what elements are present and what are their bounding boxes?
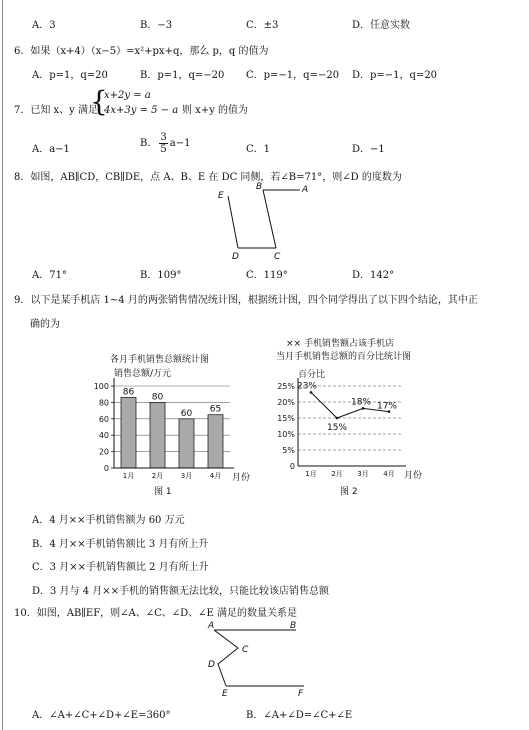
chart2-caption: 图 2 [340,487,358,497]
chart1-category-label: 4月 [209,472,222,480]
chart2-xlabel: 月份 [404,471,423,481]
chart1-ytick-label: 0 [103,464,109,473]
chart1-data-label: 80 [151,392,164,403]
chart2-data-label: 17% [376,401,398,412]
q10-segment-de [218,664,226,686]
chart1-category-label: 1月 [122,472,135,480]
chart1-ytick-label: 60 [98,414,109,424]
q6-option-b[interactable]: B．p=1，q=−20 [140,70,225,81]
q8-label-e: E [218,191,224,201]
q8-label-c: C [274,252,281,262]
brace-icon: { [90,85,108,118]
q10-segment-cd [218,648,238,664]
chart1-ytick-label: 20 [98,447,109,457]
q9-stem-line2: 确的为 [30,319,60,330]
q10-figure [200,618,320,698]
q8-segment-cb [263,190,276,248]
chart1-xlabel: 月份 [232,473,251,483]
q8-figure [208,182,318,262]
q5-option-b[interactable]: B．−3 [140,20,173,31]
chart1-bar [179,419,194,468]
q10-label-d: D [208,660,215,670]
q10-label-c: C [242,645,249,655]
q7-option-b-fraction: $\frac{3}{5}$ [160,132,167,155]
q5-option-a[interactable]: A．3 [32,20,56,31]
q9-bar-chart [88,340,258,500]
chart2-data-label: 15% [326,423,348,433]
q9-line-chart [270,336,430,500]
q8-segment-ed [228,196,238,248]
q9-option-b[interactable]: B．4 月××手机销售额比 3 月有所上升 [32,539,209,550]
chart1-category-label: 3月 [180,472,193,480]
q10-segment-ac [214,630,238,648]
chart2-point [336,417,339,420]
q10-stem: 10．如图，AB∥EF，则∠A、∠C、∠D、∠E 满足的数量关系是 [14,608,298,619]
q6-option-c[interactable]: C．p=−1，q=−20 [246,70,340,81]
q7-prefix: 7．已知 x、y 满足 [14,105,99,116]
q10-option-a[interactable]: A．∠A+∠C+∠D+∠E=360° [32,710,171,721]
q10-label-a: A [208,621,215,631]
chart1-caption: 图 1 [154,487,172,497]
chart1-title: 各月手机销售总额统计图 [110,355,210,365]
chart1-category-label: 2月 [151,472,164,480]
q7-option-b-tail: a−1 [169,138,191,149]
q8-label-d: D [232,252,239,262]
chart2-ytick-label: 5% [282,446,295,455]
q8-label-a: A [302,185,309,195]
chart2-title-line1: ×× 手机销售额占该手机店 [286,339,394,349]
q10-option-b[interactable]: B．∠A+∠D=∠C+∠E [246,710,353,721]
q8-stem: 8．如图，AB∥CD，CB∥DE，点 A、B、E 在 DC 同侧，若∠B=71°，则∠D 的度数为 [14,172,402,183]
chart1-ytick-label: 40 [98,431,109,441]
q6-stem: 6．如果（x+4）（x−5）=x²+px+q，那么 p，q 的值为 [14,46,269,57]
q6-option-a[interactable]: A．p=1，q=20 [32,70,108,81]
chart1-bar [150,402,165,468]
chart2-data-label: 18% [350,397,372,408]
q7-eq2: 4x+3y = 5 − a [104,105,179,116]
chart2-category-label: 2月 [331,470,343,478]
chart1-ytick-label: 100 [93,382,109,391]
q8-label-b: B [256,182,263,192]
chart2-point [310,391,313,394]
chart2-ytick-label: 0 [289,462,295,471]
q8-option-c[interactable]: C．119° [246,270,288,281]
chart1-bar [208,415,223,468]
chart1-bar [121,397,136,468]
q9-option-d[interactable]: D．3 月与 4 月××手机的销售额无法比较，只能比较该店销售总额 [32,586,330,597]
chart2-title-line2: 当月手机销售总额的百分比统计图 [276,352,412,362]
chart2-data-label: 23% [296,381,318,392]
q7-option-d[interactable]: D．−1 [352,144,385,155]
q5-option-d[interactable]: D．任意实数 [352,20,411,31]
q9-option-a[interactable]: A．4 月××手机销售额为 60 万元 [32,515,185,526]
q7-option-c[interactable]: C．1 [246,144,271,155]
q8-option-d[interactable]: D．142° [352,270,395,281]
q8-option-a[interactable]: A．71° [32,270,67,281]
chart2-ytick-label: 10% [277,430,295,439]
chart1-data-label: 65 [209,404,222,415]
chart1-ylabel: 销售总额/万元 [114,369,172,379]
q6-option-d[interactable]: D．p=−1，q=20 [352,70,438,81]
chart2-category-label: 3月 [357,470,369,478]
q7-option-b[interactable] [140,132,190,155]
chart2-category-label: 1月 [305,470,317,478]
q10-label-f: F [298,689,304,698]
q10-label-e: E [222,689,228,698]
q10-label-b: B [290,621,297,631]
chart2-ytick-label: 15% [277,414,295,423]
page-margin-line [2,0,3,730]
chart1-ytick-label: 80 [98,398,109,408]
chart2-category-label: 4月 [383,470,395,478]
chart1-data-label: 60 [180,408,193,419]
chart2-ylabel: 百分比 [298,370,326,380]
chart2-point [362,407,365,410]
q9-option-c[interactable]: C．3 月××手机销售额比 2 月有所上升 [32,562,209,573]
q5-option-c[interactable]: C．±3 [246,20,279,31]
q8-option-b[interactable]: B．109° [140,270,182,281]
q7-eq1: x+2y = a [104,90,151,101]
q7-suffix: 则 x+y 的值为 [182,105,249,116]
chart2-ytick-label: 25% [277,382,295,391]
chart1-data-label: 86 [122,387,135,398]
chart2-ytick-label: 20% [277,398,295,407]
q7-option-a[interactable]: A．a−1 [32,144,70,155]
q9-stem-line1: 9．以下是某手机店 1~4 月的两张销售情况统计图，根据统计图，四个同学得出了以下四个结论，其中正 [14,295,478,306]
q7-option-b-label: B． [140,138,158,149]
